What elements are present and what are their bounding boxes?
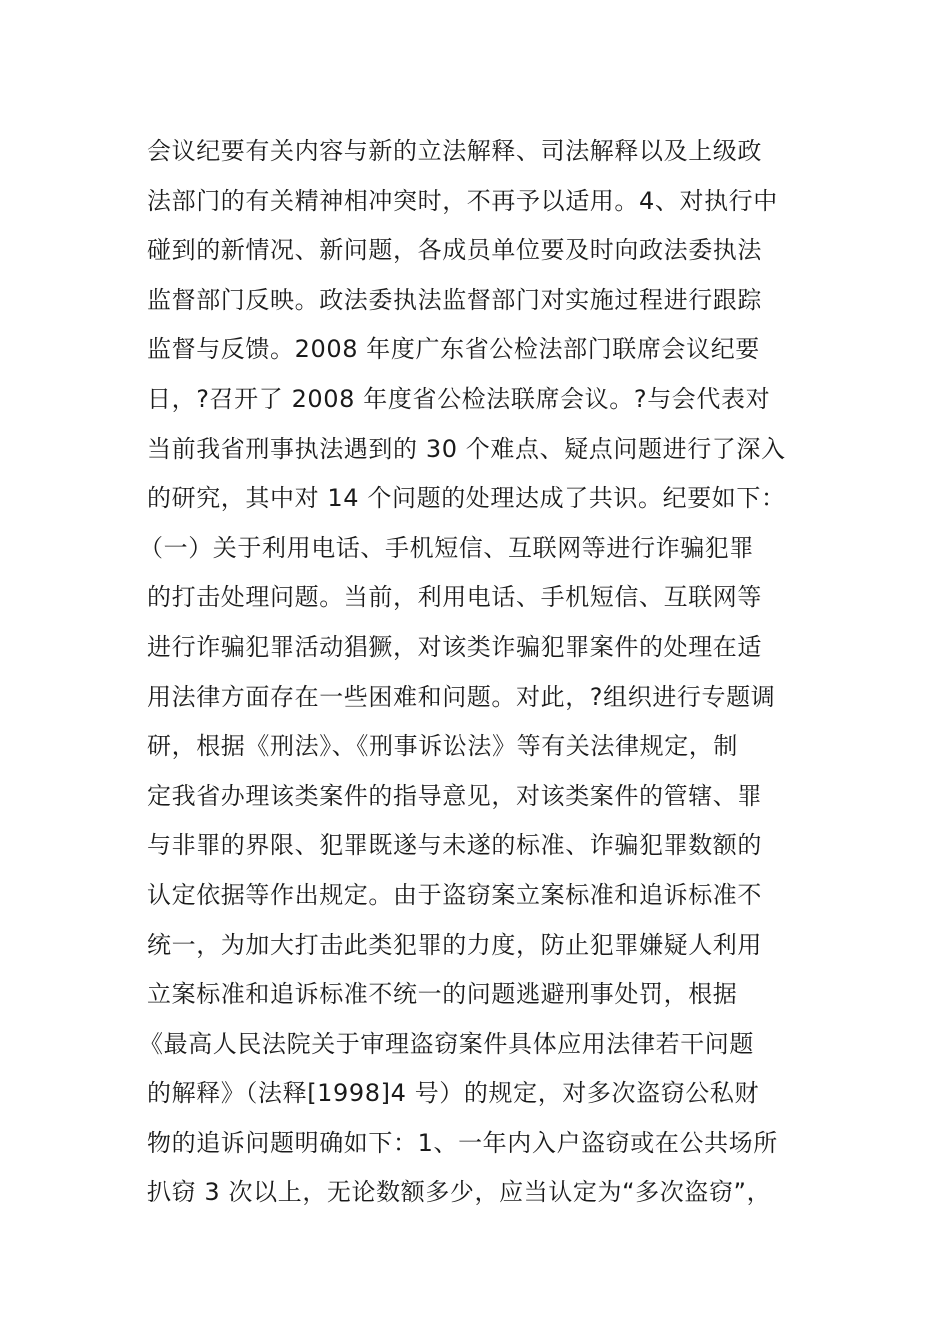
body-line-5: 监督与反馈。2008 年度广东省公检法部门联席会议纪要 xyxy=(147,335,760,364)
body-line-15: 与非罪的界限、犯罪既遂与未遂的标准、诈骗犯罪数额的 xyxy=(147,831,762,860)
body-line-14: 定我省办理该类案件的指导意见，对该类案件的管辖、罪 xyxy=(147,781,762,810)
body-line-19: 《最高人民法院关于审理盗窃案件具体应用法律若干问题 xyxy=(139,1029,754,1058)
body-line-22: 扒窃 3 次以上，无论数额多少，应当认定为“多次盗窃”， xyxy=(147,1178,772,1207)
body-line-10: 的打击处理问题。当前，利用电话、手机短信、互联网等 xyxy=(147,583,762,612)
body-line-13: 研，根据《刑法》、《刑事诉讼法》等有关法律规定，制 xyxy=(147,732,738,761)
body-line-4: 监督部门反映。政法委执法监督部门对实施过程进行跟踪 xyxy=(147,285,762,314)
body-line-16: 认定依据等作出规定。由于盗窃案立案标准和追诉标准不 xyxy=(147,880,762,909)
body-line-12: 用法律方面存在一些困难和问题。对此，?组织进行专题调 xyxy=(147,682,776,711)
body-line-3: 碰到的新情况、新问题，各成员单位要及时向政法委执法 xyxy=(147,236,762,265)
body-line-21: 物的追诉问题明确如下：1、一年内入户盗窃或在公共场所 xyxy=(147,1128,778,1157)
body-line-9: （一）关于利用电话、手机短信、互联网等进行诈骗犯罪 xyxy=(139,533,754,562)
body-line-11: 进行诈骗犯罪活动猖獗，对该类诈骗犯罪案件的处理在适 xyxy=(147,632,762,661)
body-line-2: 法部门的有关精神相冲突时，不再予以适用。4、对执行中 xyxy=(147,186,778,215)
body-line-17: 统一，为加大打击此类犯罪的力度，防止犯罪嫌疑人利用 xyxy=(147,930,762,959)
body-line-20: 的解释》（法释[1998]4 号）的规定，对多次盗窃公私财 xyxy=(147,1079,760,1108)
body-line-1: 会议纪要有关内容与新的立法解释、司法解释以及上级政 xyxy=(147,137,762,165)
body-line-7: 当前我省刑事执法遇到的 30 个难点、疑点问题进行了深入 xyxy=(147,434,786,463)
body-line-8: 的研究，其中对 14 个问题的处理达成了共识。纪要如下： xyxy=(147,484,786,513)
document-body xyxy=(139,127,827,1218)
body-line-6: 日，?召开了 2008 年度省公检法联席会议。?与会代表对 xyxy=(147,384,771,413)
body-line-18: 立案标准和追诉标准不统一的问题逃避刑事处罚，根据 xyxy=(147,980,738,1009)
